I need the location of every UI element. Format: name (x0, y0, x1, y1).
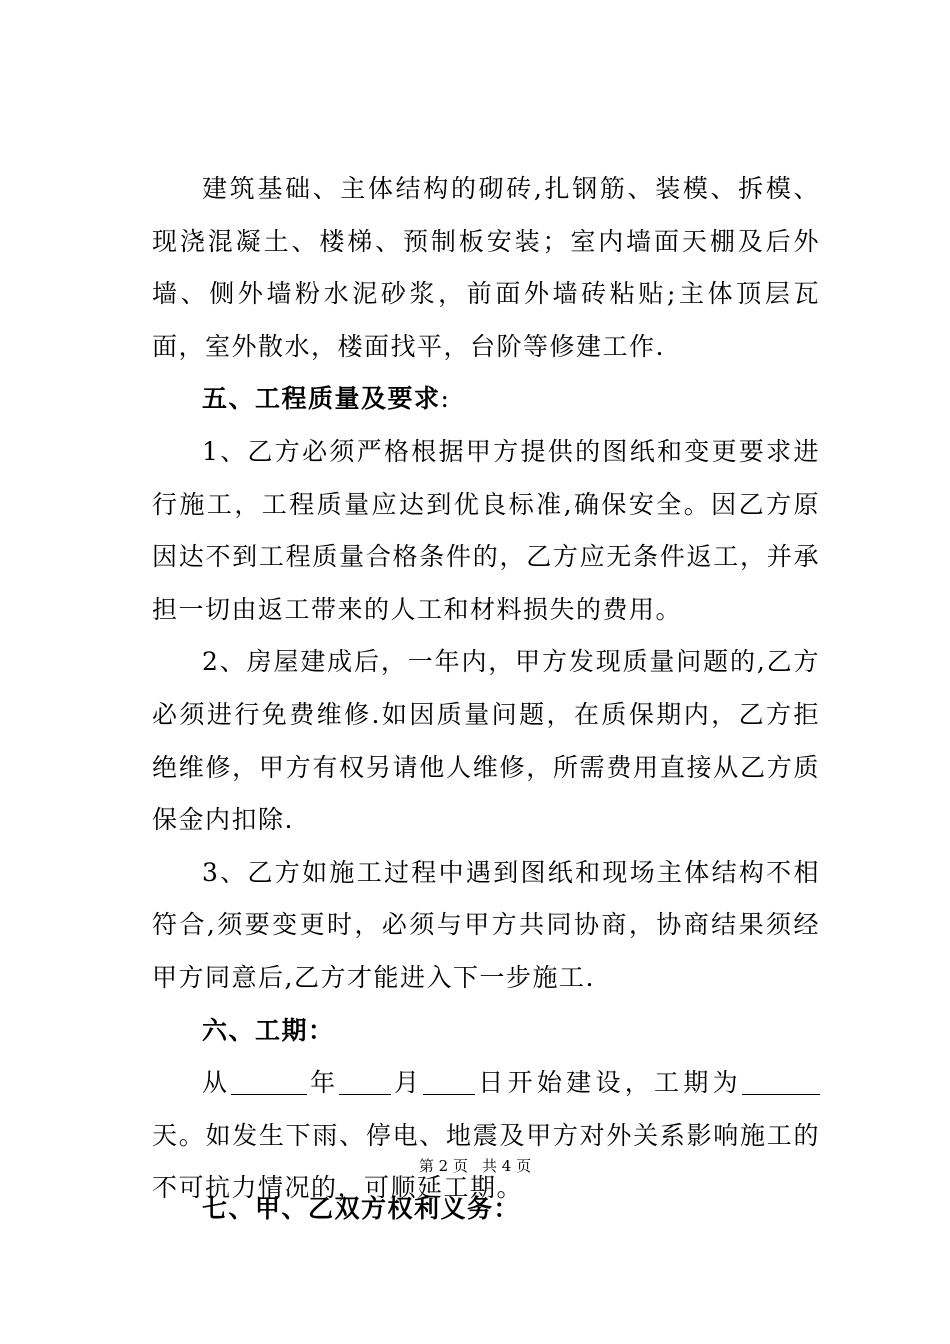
section-7-heading: 七、甲、乙双方权利义务： (202, 1194, 521, 1223)
schedule-day-start: 日开始建设，工期为 (475, 1068, 742, 1098)
year-blank (231, 1068, 307, 1095)
page-footer (0, 1155, 950, 1177)
schedule-days: 天。 (152, 1120, 206, 1150)
section-6-heading: 六、工期： (202, 1015, 335, 1045)
quality-clause-3: 3、乙方如施工过程中遇到图纸和现场主体结构不相符合,须要变更时，必须与甲方共同协商，协商结果须经甲方同意后,乙方才能进入下一步施工. (152, 857, 820, 992)
schedule-force-majeure: 如发生下雨、停电、地震及甲方对外关系影响施工的不可抗力情况的，可顺延工期。 (152, 1120, 820, 1203)
work-scope-paragraph: 建筑基础、主体结构的砌砖,扎钢筋、装模、拆模、现浇混凝土、楼梯、预制板安装；室内墙面天棚及后外墙、侧外墙粉水泥砂浆，前面外墙砖粘贴;主体顶层瓦面，室外散水，楼面找平，台阶等修建工作. (152, 174, 820, 361)
page-total: 共 4 页 (482, 1157, 532, 1175)
section-5-heading (152, 373, 820, 426)
schedule-year: 年 (307, 1068, 340, 1098)
day-blank (423, 1068, 475, 1095)
section-5-heading-text: 五、工程质量及要求 (202, 384, 441, 414)
month-blank (339, 1068, 391, 1095)
document-body (152, 163, 820, 1215)
duration-blank (742, 1068, 820, 1095)
schedule-from: 从 (202, 1068, 232, 1098)
quality-clause-2: 2、房屋建成后，一年内，甲方发现质量问题的,乙方必须进行免费维修.如因质量问题，在质保期内，乙方拒绝维修，甲方有权另请他人维修，所需费用直接从乙方质保金内扣除. (152, 647, 820, 835)
section-5-heading-colon: : (440, 384, 451, 414)
schedule-month: 月 (391, 1068, 424, 1098)
page-number: 第 2 页 (418, 1157, 468, 1175)
quality-clause-1: 1、乙方必须严格根据甲方提供的图纸和变更要求进行施工，工程质量应达到优良标准,确保安全。因乙方原因达不到工程质量合格条件的，乙方应无条件返工，并承担一切由返工带来的人工和材料损失的费用。 (152, 436, 820, 624)
